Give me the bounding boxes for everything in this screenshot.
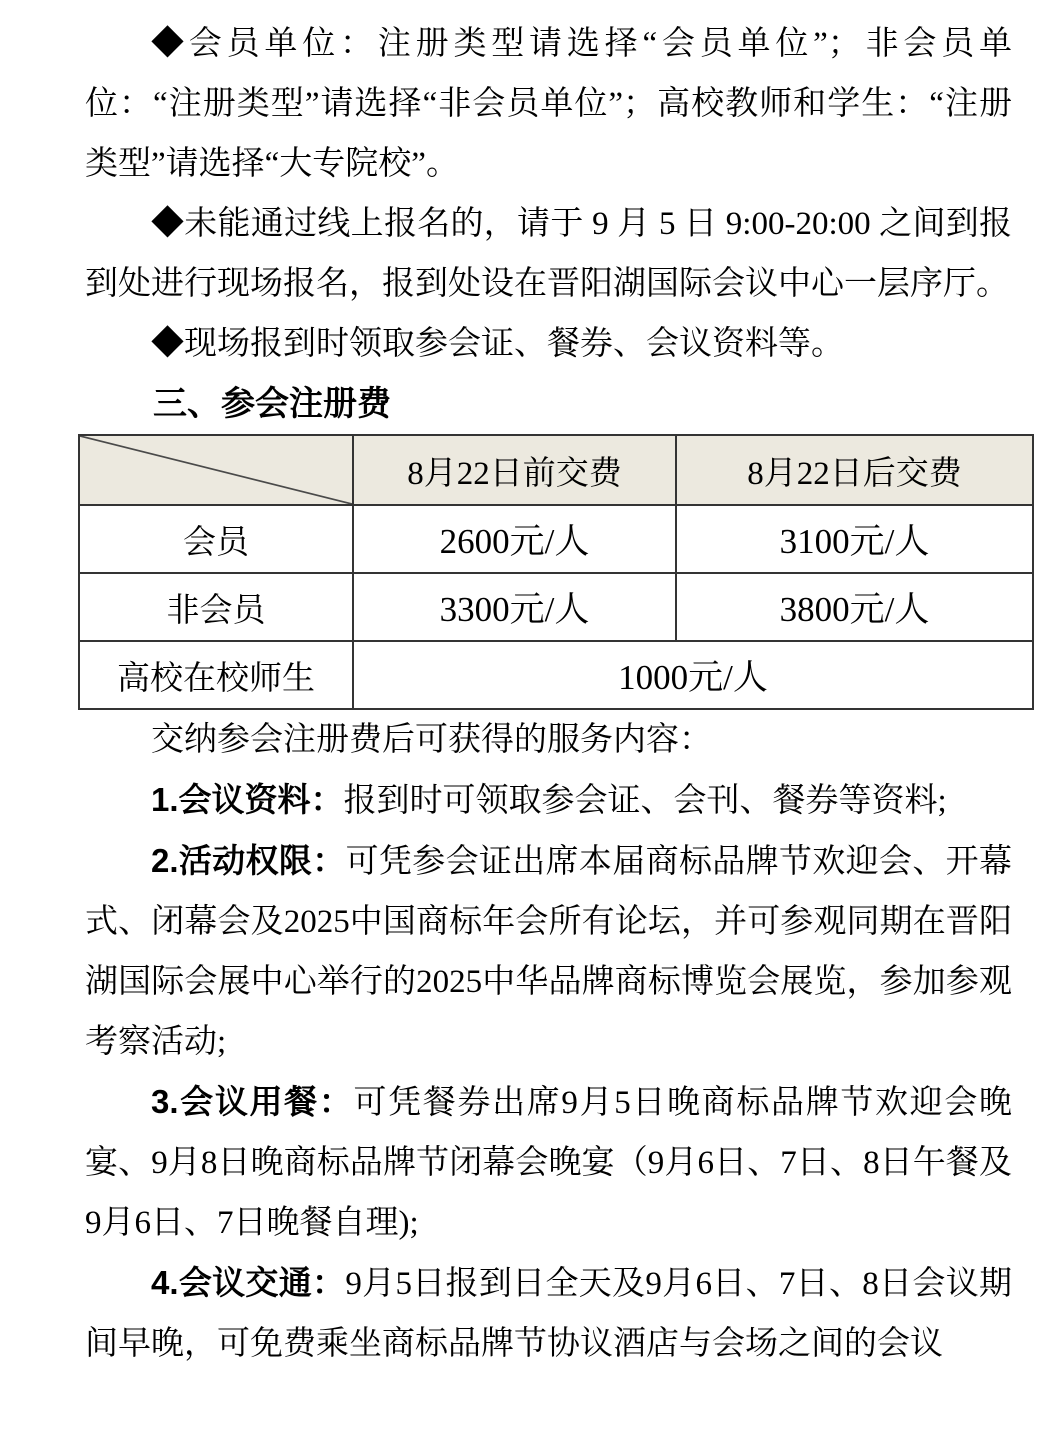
nonmember-before-fee-cell: 3300元/人 [353,573,676,641]
fee-table-corner-cell [79,435,353,505]
fee-table-header-before-aug22: 8月22日前交费 [353,435,676,505]
service-item-1-body: 报到时可领取参会证、会刊、餐券等资料; [343,783,947,819]
fee-table-row-students [79,641,1033,709]
fee-table [78,434,1034,710]
member-after-fee-cell: 3100元/人 [676,505,1033,573]
fee-table-row-member [79,505,1033,573]
students-label-cell: 高校在校师生 [79,641,353,709]
member-before-fee-cell: 2600元/人 [353,505,676,573]
service-item-1 [85,770,1012,831]
nonmember-label-cell: 非会员 [79,573,353,641]
intro-bullet-2: ◆未能通过线上报名的，请于 9 月 5 日 9:00-20:00 之间到报到处进行现场报名，报到处设在晋阳湖国际会议中心一层序厅。 [85,206,1012,302]
service-item-2-lead: 2.活动权限： [151,842,346,879]
services-intro: 交纳参会注册费后可获得的服务内容： [151,722,712,758]
intro-bullet-1: ◆会员单位：注册类型请选择“会员单位”；非会员单位：“注册类型”请选择“非会员单位”；高校教师和学生：“注册类型”请选择“大专院校”。 [85,26,1012,182]
intro-bullet-3: ◆现场报到时领取参会证、餐券、会议资料等。 [151,326,844,362]
students-fee-cell: 1000元/人 [353,641,1033,709]
service-item-2-body: 可凭参会证出席本届商标品牌节欢迎会、开幕式、闭幕会及2025中国商标年会所有论坛，并可参观同期在晋阳湖国际会展中心举行的2025中华品牌商标博览会展览，参加参观考察活动; [85,844,1012,1060]
service-item-3-body: 可凭餐券出席9月5日晚商标品牌节欢迎会晚宴、9月8日晚商标品牌节闭幕会晚宴（9月6日、7日、8日午餐及9月6日、7日晚餐自理); [85,1085,1013,1241]
diagonal-line-icon [80,436,352,504]
service-item-4 [85,1253,1012,1374]
service-item-4-body: 9月5日报到日全天及9月6日、7日、8日会议期间早晚，可免费乘坐商标品牌节协议酒店与会场之间的会议 [85,1266,1012,1362]
service-item-1-lead: 1.会议资料： [151,781,344,818]
member-label-cell: 会员 [79,505,353,573]
fee-table-header-row [79,435,1033,505]
nonmember-after-fee-cell: 3800元/人 [676,573,1033,641]
service-item-2 [85,831,1012,1072]
service-item-3 [85,1072,1012,1253]
service-item-4-lead: 4.会议交通： [151,1264,346,1301]
fee-table-row-nonmember [79,573,1033,641]
fee-table-header-after-aug22: 8月22日后交费 [676,435,1033,505]
service-item-3-lead: 3.会议用餐： [151,1083,354,1120]
section-heading: 三、参会注册费 [153,385,391,423]
